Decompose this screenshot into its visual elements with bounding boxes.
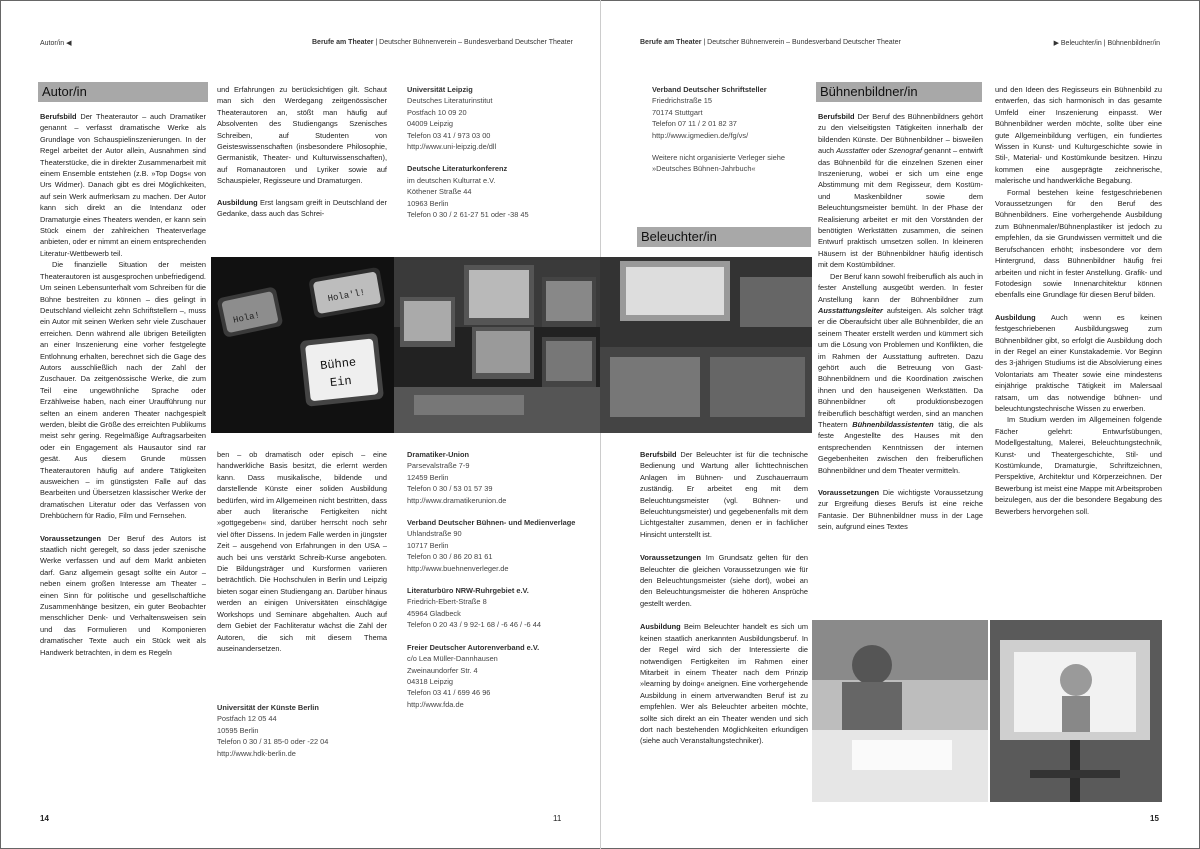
buehnenbildner-col2-p2: Formal bestehen keine festgeschriebenen Voraussetzungen für den Beruf des Bühnenbildners. Eine vorhergehende Ausbildung zum Bühnenmaler/Bühnenplastiker ist jedoch zu empfehlen, da sie Grundwissen vermittelt und die Berufschancen erhöht; insbesondere vor dem Hintergrund, dass Bühnenbildner häufig frei arbeiten und nicht in fester Anstellung. Grafik- und Fotodesign sowie Innenarchitektur können ebenfalls eine Grundlage für diesen Beruf bilden.	[995, 187, 1162, 300]
autor-voraussetzungen: Voraussetzungen Der Beruf des Autors ist staatlich nicht geregelt, so dass jeder szenische Werke verfassen und auf dem Markt anbieten darf. Ganz allgemein gesagt sollte ein Autor – neben einem großen Interesse am Theater – einen Sinn für politische und gesellschaftliche Zusammenhänge besitzen, ein guter Beobachter menschlicher Denk- und Verhaltensweisen sein und das Formulieren und Komponieren dramatischer Texte auch ein Stück weit als Handwerk betrachten, in dem es Regeln	[40, 533, 206, 657]
address-line: Postfach 12 05 44	[217, 714, 277, 724]
address-name: Literaturbüro NRW-Ruhrgebiet e.V.	[407, 586, 529, 596]
autor-berufsbild: Berufsbild Der Theaterautor – auch Dramatiker genannt – verfasst dramatische Werke als Grundlage von Schauspielinszenierungen. In der Regel arbeitet der Autor allein, Ausnahmen sind Theaterstücke, die in direkter Zusammenarbeit mit einem Ensemble entstehen (z.B. »Top Dogs« von Urs Widmer). Danach gibt es drei Möglichkeiten, auf sein Werk aufmerksam zu machen. Der Autor kann sich direkt an die Intendanz oder Dramaturgie eines Theaters wenden, er kann sein Stück einem der zahlreichen Theaterverlage anbieten, oder er nimmt an einem entsprechenden Literatur-Wettbewerb teil.	[40, 112, 206, 258]
address-line: Telefon 0 20 43 / 9 92-1 68 / -6 46 / -6 44	[407, 620, 541, 630]
header-left-label: Autor/in ◀	[40, 40, 72, 47]
address-link[interactable]: http://www.hdk-berlin.de	[217, 748, 296, 758]
page-number-left: 14	[40, 814, 49, 823]
address-line: Telefon 03 41 / 973 03 00	[407, 130, 491, 140]
address-link[interactable]: http://www.fda.de	[407, 699, 464, 709]
address-name: Deutsche Literaturkonferenz	[407, 164, 508, 174]
buehnenbildner-col2-p1: und den Ideen des Regisseurs ein Bühnenbild zu entwerfen, das sich harmonisch in das gesamte Umfeld einer Inszenierung einpasst. Wer Bühnenbildner werden möchte, sollte über eine gute Allgemeinbildung verfügen, ein fundiertes Wissen in Kunst- und Kulturgeschichte sowie in Stil-, Material- und Kostümkunde besitzen. Hinzu kommen eine ausgeprägte zeichnerische, malerische und handwerkliche Begabung.	[995, 85, 1162, 186]
buehnenbildner-column-2	[995, 84, 1162, 517]
address-line: 04009 Leipzig	[407, 119, 454, 129]
address-line: 10717 Berlin	[407, 540, 449, 550]
autor-column-1	[40, 111, 206, 658]
photo-light-console	[600, 257, 812, 433]
console-illustration	[600, 257, 812, 433]
address-line: Friedrich-Ebert-Straße 8	[407, 597, 487, 607]
address-block	[217, 702, 387, 759]
address-line: Telefon 07 11 / 2 01 82 37	[652, 119, 737, 129]
address-line: Telefon 0 30 / 86 20 81 61	[407, 552, 493, 562]
address-link[interactable]: http://www.buehnenverleger.de	[407, 563, 509, 573]
address-name: Verband Deutscher Schriftsteller	[652, 85, 767, 94]
address-link[interactable]: http://www.uni-leipzig.de/dll	[407, 142, 497, 152]
buehnenbildner-berufsbild: Berufsbild Der Beruf des Bühnenbildners gehört zu den vielseitigsten Tätigkeiten innerhalb der bildenden Künste. Der Bühnenbildner – bisweilen auch Ausstatter oder Szenograf genannt – entwirft das Bühnenbild für die einzelnen Szenen einer Inszenierung, wobei er sich um eine enge Abstimmung mit dem Regisseur, dem Kostüm- und Maskenbildner sowie dem Beleuchtungsmeister bemüht. In der Phase der Realisierung arbeitet er mit den Vorständen der benötigten Werkstätten zusammen, die seinen Entwurf praktisch umsetzen sollen. In kleineren Häusern ist der Bühnenbildner häufig identisch mit dem Kostümbildner.	[818, 112, 983, 270]
address-line: 45964 Gladbeck	[407, 608, 461, 618]
autor-column-2-bottom	[217, 449, 387, 654]
address-line: Friedrichstraße 15	[652, 96, 712, 106]
address-line: Postfach 10 09 20	[407, 107, 467, 117]
address-line: Köthener Straße 44	[407, 187, 472, 197]
page-number-center: 11	[553, 814, 562, 823]
address-line: Deutsches Literaturinstitut	[407, 96, 493, 106]
address-line: 10595 Berlin	[217, 725, 259, 735]
autor-paragraph-2: Die finanzielle Situation der meisten Theaterautoren ist ausgesprochen unbefriedigend. Um seinen Lebensunterhalt vom Schreiben für die Bühne bestreiten zu können – dies gelingt in Deutschland vielleicht zehn Schriftstellern –, muss ein Autor mit seinen Werken sehr viele Zuschauer erreichen. Denn während alle übrigen Beteiligten an einer Inszenierung eine vorher festgelegte Entlohnung erhalten, berechnet sich die Gage des Autors ausschließlich nach der Zahl der Zuschauer. Da zeitgenössische Werke, die zum Teil eine ungewöhnliche Sprache oder Erzählweise haben, nach einer Uraufführung nur selten an einem anderen Theater nachgespielt werden, bleibt die Größe des erreichten Publikums meist sehr gering. Regelmäßige Auftragsarbeiten oder ein Engagement als Hausautor sind rar gesät. Aus diesem Grunde müssen Theaterautoren häufig auf andere Tätigkeiten ausweichen – im günstigsten Falle auf das Bearbeiten und Übersetzen klassischer Werke der dramatischen Literatur oder das Verfassen von Drehbüchern für Radio, Film und Fernsehen.	[40, 260, 206, 521]
address-block	[407, 642, 592, 710]
autor-col2-lower: ben – ob dramatisch oder episch – eine handwerkliche Basis besitzt, die erlernt werden kann. Dass musikalische, bildende und darstellende Künste einer soliden Ausbildung bedürfen, wird im Allgemeinen nicht bestritten, dass aber auch literarische Fertigkeiten nicht »gottgegeben« sind, darüber herrscht noch sehr viel öfter Dissens. In jedem Falle werden in jüngster Zeit – ausgehend von Erfahrungen in den USA – auch bei uns verstärkt Schreib-Kurse angeboten. Die Bildungsträger und Kursformen variieren beträchtlich. Die Hochschulen in Berlin und Leipzig bieten sogar einen Studiengang an. Darüber hinaus werden an einigen Universitäten einschlägige Workshops und Seminare abgehalten. Auch auf dem Gebiet der Fachliteratur wächst die Zahl der Autoren, die sich mit diesem Thema auseinandersetzen.	[217, 450, 387, 653]
addresses-bottom	[407, 449, 592, 721]
signs-illustration	[211, 257, 394, 433]
beleuchter-ausbildung: Ausbildung Beim Beleuchter handelt es sich um keinen staatlich anerkannten Ausbildungsberuf. In der Regel wird sich der Interessierte die notwendigen Fertigkeiten im Rahmen einer Mitarbeit in einem Theater nach dem Prinzip »learning by doing« aneignen. Eine vorhergehende Ausbildung in einem artverwandten Beruf ist zu empfehlen. Wer als Beleuchter arbeiten möchte, sollte sich direkt an ein Theater wenden und sich dort nach bestehenden Möglichkeiten erkundigen (siehe auch Veranstaltungstechniker).	[640, 622, 808, 746]
buehnenbildner-ausbildung: Ausbildung Auch wenn es keinen festgeschriebenen Ausbildungsweg zum Bühnenbildner gibt, so erfolgt die Ausbildung doch in der Regel an einer Kunstakademie. Vor Beginn des 3-jährigen Studiums ist die Absolvierung eines Volontariats am Theater sowie eine mindestens einjährige praktische Tätigkeit im Malersaal ratsam, um das notwendige bühnen- und beleuchtungstechnische Wissen zu erwerben.	[995, 312, 1162, 413]
addresses-right	[652, 84, 802, 175]
sign-text-1: Hola!	[232, 310, 261, 326]
address-line: 12459 Berlin	[407, 472, 449, 482]
address-link[interactable]: http://www.igmedien.de/fg/vs/	[652, 130, 749, 140]
sign-text-3a: Bühne	[319, 355, 357, 374]
sign-text-3b: Ein	[329, 373, 353, 391]
buehnenbildner-column-1	[818, 111, 983, 533]
buehnenbildner-paragraph-2: Der Beruf kann sowohl freiberuflich als auch in fester Anstellung ausgeübt werden. In fester Anstellung kann der Bühnenbildner zum Ausstattungsleiter aufsteigen. Als solcher trägt er die Oberaufsicht über alle Bühnenbilder, die an seinem Theater erstellt werden und kümmert sich um die Lösung von Problemen und Konflikten, die im Rahmen der Ausstattung auftreten. Dazu gehört auch die Betreuung von Gast-Bühnenbildnern und die Koordination zwischen ihnen und den hauseigenen Werkstätten. Da Bühnenbildner oft produktionsbezogen freiberuflich beschäftigt werden, sind an manchen Theatern Bühnenbildassistenten tätig, die als feste Angestellte des Hauses mit den entsprechenden Kenntnissen der internen Gegebenheiten zwischen den freiberuflichen Bühnenbildner und dem Theater vermitteln.	[818, 271, 983, 475]
beleuchter-berufsbild: Berufsbild Der Beleuchter ist für die technische Bedienung und Wartung aller lichttechnischen Anlagen im Bühnen- und Zuschauerraum zuständig. Er arbeitet eng mit dem Beleuchtungsmeister (vgl. Bühnen- und Beleuchtungsmeister) und gegebenenfalls mit dem Lichtgestalter zusammen, denen er in fachlicher Hinsicht unterstellt ist.	[640, 450, 808, 539]
addresses-col2-bottom	[217, 702, 387, 770]
address-line: Telefon 0 30 / 31 85-0 oder -22 04	[217, 737, 329, 747]
address-line: Uhlandstraße 90	[407, 529, 462, 539]
photo-control-desk	[394, 257, 600, 433]
address-name: Universität Leipzig	[407, 85, 473, 94]
address-name: Verband Deutscher Bühnen- und Medienverlage	[407, 518, 576, 528]
address-line: Telefon 03 41 / 699 46 96	[407, 688, 491, 698]
autor-column-2-top	[217, 84, 387, 219]
sign-text-2: Hola'l!	[327, 287, 366, 305]
address-block	[407, 517, 592, 574]
beleuchter-column	[640, 449, 808, 747]
section-title-beleuchter: Beleuchter/in	[637, 227, 811, 247]
autor-ausbildung: Ausbildung Erst langsam greift in Deutschland der Gedanke, dass auch das Schrei-	[217, 197, 387, 219]
address-block	[407, 163, 587, 220]
address-block	[652, 84, 802, 141]
address-line: 70174 Stuttgart	[652, 107, 703, 117]
designer-illustration	[812, 620, 988, 802]
section-title-buehnenbildner: Bühnenbildner/in	[816, 82, 982, 102]
address-line: 10963 Berlin	[407, 198, 449, 208]
addresses-top	[407, 84, 587, 231]
publisher-note: Weitere nicht organisierte Verleger siehe »Deutsches Bühnen-Jahrbuch«	[652, 153, 785, 174]
address-line: Zweinaundorfer Str. 4	[407, 665, 478, 675]
address-line: 04318 Leipzig	[407, 676, 454, 686]
address-line: Parsevalstraße 7-9	[407, 461, 470, 471]
header-right-label: ▶ Beleuchter/in | Bühnenbildner/in	[1053, 40, 1160, 47]
photo-designer-drawing	[812, 620, 988, 802]
address-name: Dramatiker-Union	[407, 450, 470, 459]
header-left-title: Berufe am Theater | Deutscher Bühnenverein – Bundesverband Deutscher Theater	[312, 39, 573, 46]
photo-signs	[211, 257, 394, 433]
section-title-autor: Autor/in	[38, 82, 208, 102]
address-block	[407, 585, 592, 631]
photo-stage-model	[990, 620, 1162, 802]
beleuchter-voraussetzungen: Voraussetzungen Im Grundsatz gelten für den Beleuchter die gleichen Voraussetzungen wie für den Beleuchtungsmeister (siehe dort), wobei an den Beleuchtungsmeister die höheren Ansprüche gestellt werden.	[640, 553, 808, 608]
address-link[interactable]: http://www.dramatikerunion.de	[407, 495, 507, 505]
address-name: Freier Deutscher Autorenverband e.V.	[407, 642, 540, 652]
monitors-illustration	[394, 257, 600, 433]
address-block	[407, 84, 587, 152]
address-line: c/o Lea Müller-Dannhausen	[407, 654, 498, 664]
page-number-right: 15	[1150, 814, 1159, 823]
address-line: Telefon 0 30 / 53 01 57 39	[407, 484, 493, 494]
model-illustration	[990, 620, 1162, 802]
address-name: Universität der Künste Berlin	[217, 703, 319, 712]
autor-col2-text: und Erfahrungen zu berücksichtigen gilt. Schaut man sich den Werdegang zeitgenössischer Theaterautoren an, stößt man häufig auf Absolventen des Studiengangs Szenisches Schreiben, auf Studenten von Geisteswissenschaften (insbesondere Philosophie, Germanistik, Theater- und Kulturwissenschaften), auf Romanautoren und Lyriker sowie auf Schauspieler, Regisseure und Dramaturgen.	[217, 85, 387, 186]
address-line: im deutschen Kulturrat e.V.	[407, 175, 496, 185]
buehnenbildner-voraussetzungen: Voraussetzungen Die wichtigste Voraussetzung zur Ergreifung dieses Berufs ist eine reiche Fantasie. Der Bühnenbildner muss in der Lage sein, aufgrund eines Textes	[818, 488, 983, 532]
buehnenbildner-studium: Im Studium werden im Allgemeinen folgende Fächer gelehrt: Entwurfsübungen, Modellgestaltung, Malerei, Beleuchtungstechnik, Kunst- und Theatergeschichte, Stil- und Kostümkunde, Dramaturgie, Schriftzeichnen, Perspektive, Architektur und Körperzeichnen. Der Bewerbung ist meist eine Mappe mit Arbeitsproben beizulegen, aus der die besondere Begabung des Bewerbers hervorgehen soll.	[995, 415, 1162, 516]
address-line: Telefon 0 30 / 2 61-27 51 oder -38 45	[407, 210, 529, 220]
address-block	[407, 449, 592, 506]
header-right-title: Berufe am Theater | Deutscher Bühnenverein – Bundesverband Deutscher Theater	[640, 39, 901, 46]
